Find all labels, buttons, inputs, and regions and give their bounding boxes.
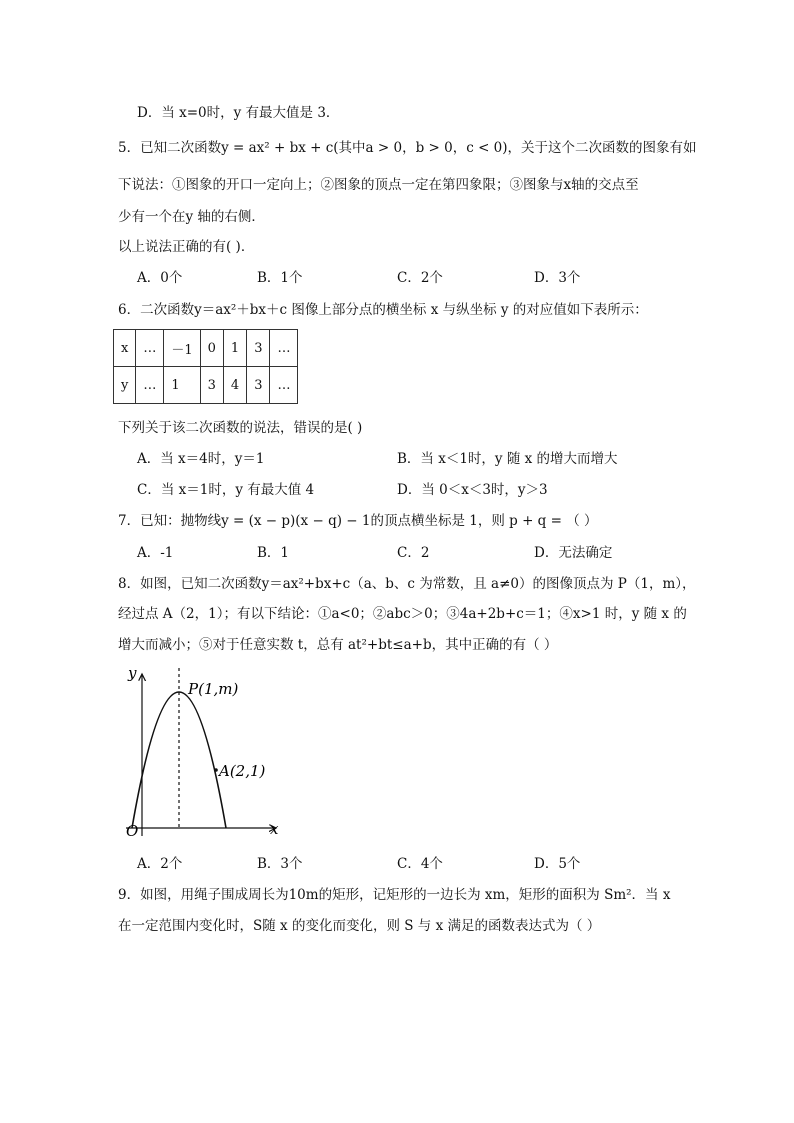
table-cell: … [136,330,164,367]
q6-option-c: C．当 x＝1时，y 有最大值 4 [137,482,315,498]
table-cell: y [114,367,136,404]
q8-option-c: C．4个 [397,856,443,872]
q8-stem-line-2: 经过点 A（2，1）；有以下结论：①a<0；②abc＞0；③4a+2b+c＝1；④x>1 时，y 随 x 的 [118,606,687,622]
q8-option-a: A．2个 [137,856,183,872]
point-a-dot [214,768,218,772]
q8-stem-line-3: 增大而减小；⑤对于任意实数 t，总有 at²+bt≤a+b，其中正确的有（ ） [118,637,558,653]
parabola-figure [118,660,288,840]
origin-label: O [126,822,139,840]
q7-option-a: A．-1 [137,545,174,561]
table-cell: 0 [200,330,223,367]
q8-option-d: D．5个 [534,856,581,872]
q5-option-d: D．3个 [534,270,581,286]
q5-question: 以上说法正确的有( )． [118,239,255,255]
q6-value-table [113,329,298,404]
vertex-label: P(1,m) [188,680,239,698]
q7-option-d: D．无法确定 [534,545,613,561]
q9-stem-line-2: 在一定范围内变化时，S随 x 的变化而变化，则 S 与 x 满足的函数表达式为（ ） [118,918,601,934]
q5-stem-line-1: 5．已知二次函数y = ax² + bx + c(其中a > 0，b > 0，c < 0)，关于这个二次函数的图象有如 [118,140,697,156]
table-cell: … [270,367,298,404]
q6-question: 下列关于该二次函数的说法，错误的是( ) [118,420,363,436]
table-row-y [114,367,298,404]
q7-option-b: B．1 [257,545,290,561]
q6-option-d: D．当 0＜x＜3时，y＞3 [397,482,548,498]
q4-option-d: D．当 x=0时，y 有最大值是 3． [137,105,340,121]
table-cell: 4 [223,367,246,404]
q6-stem: 6．二次函数y＝ax²＋bx＋c 图像上部分点的横坐标 x 与纵坐标 y 的对应值如下表所示： [118,302,648,318]
q5-option-b: B．1个 [257,270,303,286]
q8-stem-line-1: 8．如图，已知二次函数y＝ax²+bx+c（a、b、c 为常数，且 a≠0）的图像顶点为 P（1，m）， [118,576,696,592]
q6-option-b: B．当 x＜1时，y 随 x 的增大而增大 [397,451,618,467]
table-row-x [114,330,298,367]
table-cell: … [270,330,298,367]
q9-stem-line-1: 9．如图，用绳子围成周长为10m的矩形，记矩形的一边长为 xm，矩形的面积为 Sm²．当 x [118,887,671,903]
q8-option-b: B．3个 [257,856,303,872]
table-cell: 1 [223,330,246,367]
x-axis-label: x [270,820,279,838]
table-cell: 3 [200,367,223,404]
q5-stem-line-2: 下说法：①图象的开口一定向上；②图象的顶点一定在第四象限；③图象与x轴的交点至 [118,177,639,193]
q7-stem: 7．已知：抛物线y = (x − p)(x − q) − 1的顶点横坐标是 1，则 p + q = （ ） [118,513,598,529]
table-cell: … [136,367,164,404]
table-cell: －1 [164,330,200,367]
q6-option-a: A．当 x＝4时，y＝1 [137,451,265,467]
q5-option-c: C．2个 [397,270,443,286]
table-cell: 3 [247,367,270,404]
table-cell: x [114,330,136,367]
table-cell: 3 [247,330,270,367]
q5-stem-line-3: 少有一个在y 轴的右侧． [118,209,265,225]
y-axis-label: y [128,664,137,682]
point-a-label: A(2,1) [219,762,266,780]
table-cell: 1 [164,367,200,404]
q5-option-a: A．0个 [137,270,183,286]
q7-option-c: C．2 [397,545,430,561]
